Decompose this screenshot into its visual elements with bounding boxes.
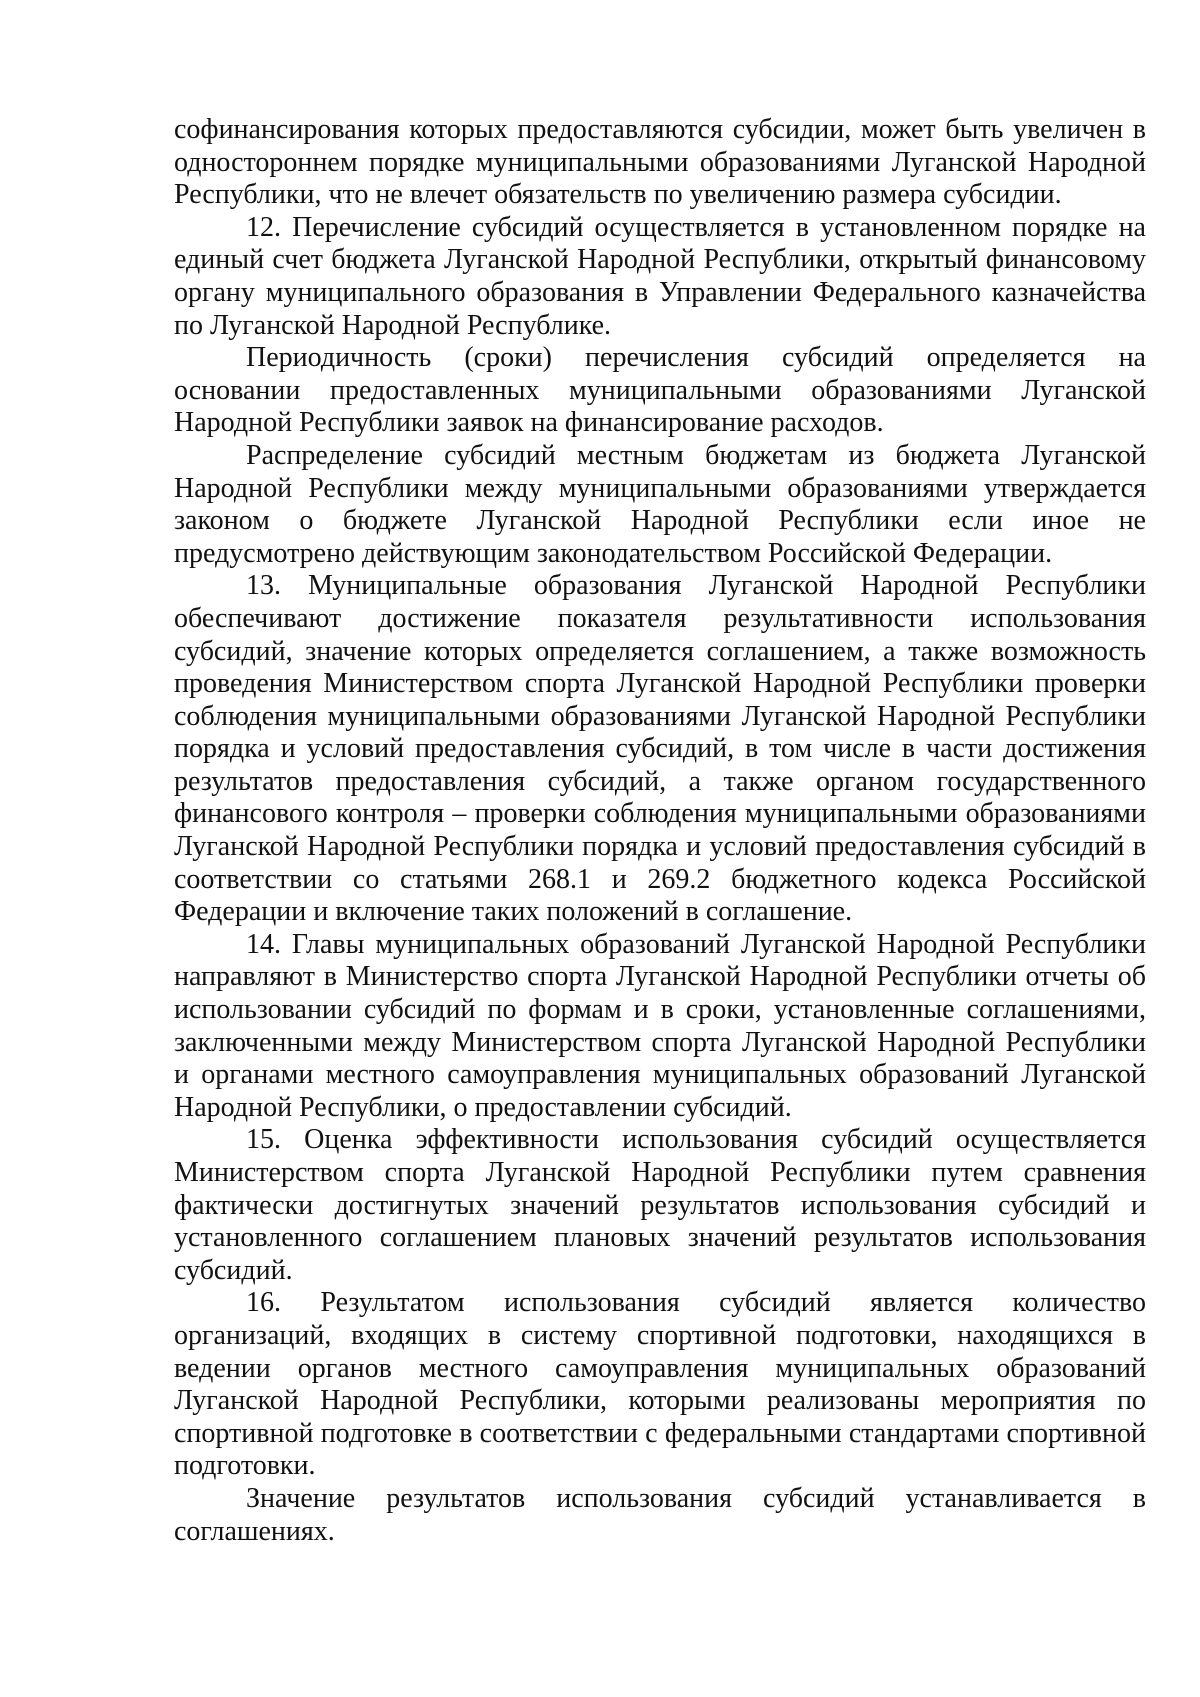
paragraph-subsidy-distribution: Распределение субсидий местным бюджетам из бюджета Луганской Народной Республики между муниципальными образованиями утверждается законом о бюджете Луганской Народной Республики если иное не предусмотрено действующим законодательством Российской Федерации. [174, 439, 1146, 569]
paragraph-continuation: софинансирования которых предоставляются субсидии, может быть увеличен в одностороннем порядке муниципальными образованиями Луганской Народной Республики, что не влечет обязательств по увеличению размера субсидии. [174, 114, 1146, 211]
paragraph-item-16: 16. Результатом использования субсидий является количество организаций, входящих в систему спортивной подготовки, находящихся в ведении органов местного самоуправления муниципальных образований Луганской Народной Республики, которыми реализованы мероприятия по спортивной подготовке в соответствии с федеральными стандартами спортивной подготовки. [174, 1287, 1146, 1482]
paragraph-item-15: 15. Оценка эффективности использования субсидий осуществляется Министерством спорта Луганской Народной Республики путем сравнения фактически достигнутых значений результатов использования субсидий и установленного соглашением плановых значений результатов использования субсидий. [174, 1124, 1146, 1286]
paragraph-transfer-periodicity: Периодичность (сроки) перечисления субсидий определяется на основании предоставленных муниципальными образованиями Луганской Народной Республики заявок на финансирование расходов. [174, 342, 1146, 439]
paragraph-item-14: 14. Главы муниципальных образований Луганской Народной Республики направляют в Министерство спорта Луганской Народной Республики отчеты об использовании субсидий по формам и в сроки, установленные соглашениями, заключенными между Министерством спорта Луганской Народной Республики и органами местного самоуправления муниципальных образований Луганской Народной Республики, о предоставлении субсидий. [174, 928, 1146, 1123]
paragraph-result-values: Значение результатов использования субсидий устанавливается в соглашениях. [174, 1482, 1146, 1547]
paragraph-item-12: 12. Перечисление субсидий осуществляется в установленном порядке на единый счет бюджета Луганской Народной Республики, открытый финансовому органу муниципального образования в Управлении Федерального казначейства по Луганской Народной Республике. [174, 211, 1146, 341]
paragraph-item-13: 13. Муниципальные образования Луганской Народной Республики обеспечивают достижение показателя результативности использования субсидий, значение которых определяется соглашением, а также возможность проведения Министерством спорта Луганской Народной Республики проверки соблюдения муниципальными образованиями Луганской Народной Республики порядка и условий предоставления субсидий, в том числе в части достижения результатов предоставления субсидий, а также органом государственного финансового контроля – проверки соблюдения муниципальными образованиями Луганской Народной Республики порядка и условий предоставления субсидий в соответствии со статьями 268.1 и 269.2 бюджетного кодекса Российской Федерации и включение таких положений в соглашение. [174, 570, 1146, 928]
document-page [174, 114, 1146, 1548]
